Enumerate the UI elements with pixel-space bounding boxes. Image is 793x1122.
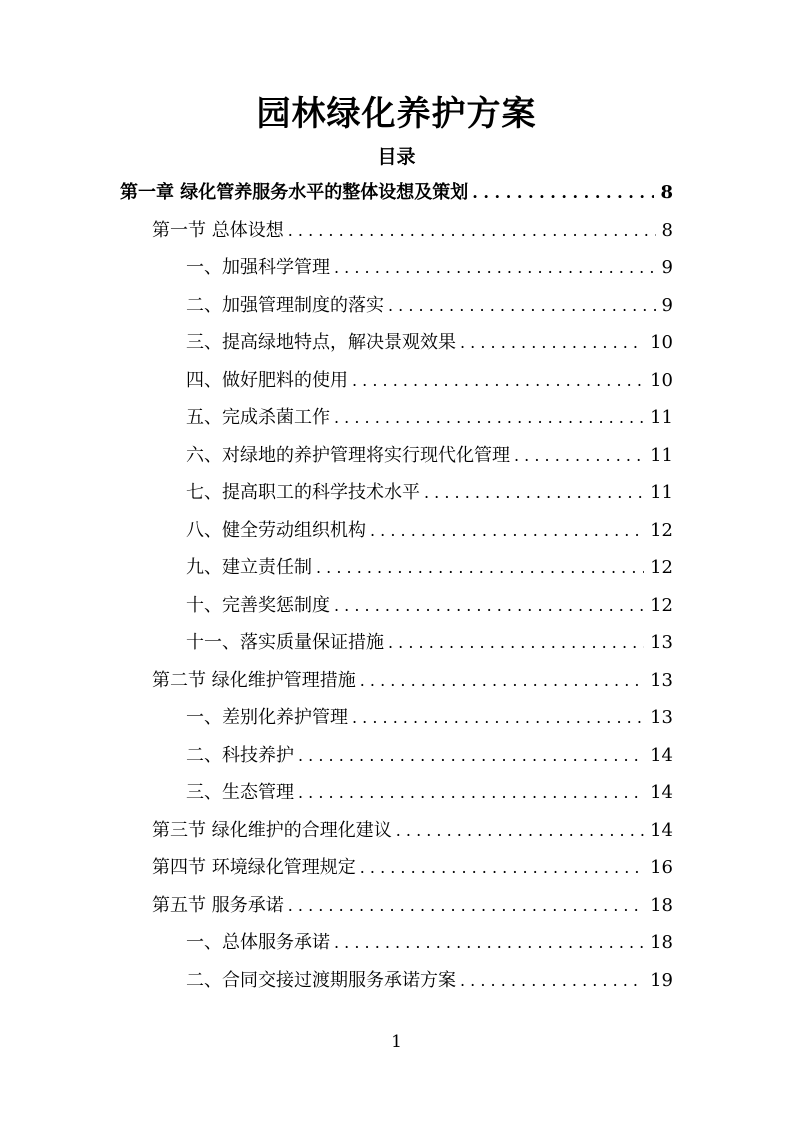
toc-entry-page-number: 14 <box>650 782 673 803</box>
toc-leader-dots <box>460 328 644 358</box>
toc-heading: 目录 <box>377 146 416 168</box>
toc-entry-item[interactable] <box>186 516 673 546</box>
toc-leader-dots <box>334 253 656 283</box>
toc-entry-section[interactable] <box>152 853 673 883</box>
toc-leader-dots <box>298 778 644 808</box>
toc-leader-dots <box>388 291 656 321</box>
toc-leader-dots <box>352 703 644 733</box>
toc-entry-label: 第一章 绿化管养服务水平的整体设想及策划 <box>120 182 469 203</box>
toc-entry-section[interactable] <box>152 216 673 246</box>
toc-entry-page-number: 13 <box>650 669 673 691</box>
toc-leader-dots <box>334 403 644 433</box>
toc-entry-label: 二、科技养护 <box>186 744 294 766</box>
toc-entry-section[interactable] <box>152 816 673 846</box>
toc-entry-page-number: 12 <box>650 557 673 578</box>
toc-leader-dots <box>514 441 644 471</box>
toc-entry-page-number: 11 <box>650 482 673 503</box>
toc-leader-dots <box>460 966 644 996</box>
toc-entry-item[interactable] <box>186 478 673 508</box>
toc-leader-dots <box>316 553 644 583</box>
toc-entry-label: 四、做好肥料的使用 <box>186 369 348 391</box>
toc-entry-item[interactable] <box>186 291 673 321</box>
toc-entry-label: 第三节 绿化维护的合理化建议 <box>152 819 392 841</box>
toc-entry-label: 二、合同交接过渡期服务承诺方案 <box>186 969 456 991</box>
toc-entry-page-number: 8 <box>661 219 673 241</box>
toc-entry-label: 七、提高职工的科学技术水平 <box>186 482 420 503</box>
toc-entry-section[interactable] <box>152 891 673 921</box>
toc-entry-chapter[interactable] <box>120 178 673 208</box>
toc-leader-dots <box>396 816 644 846</box>
toc-entry-page-number: 10 <box>650 369 673 391</box>
toc-leader-dots <box>288 216 656 246</box>
toc-entry-label: 一、差别化养护管理 <box>186 707 348 728</box>
toc-entry-item[interactable] <box>186 441 673 471</box>
toc-entry-page-number: 13 <box>650 632 673 653</box>
toc-entry-label: 十、完善奖惩制度 <box>186 594 330 616</box>
toc-entry-item[interactable] <box>186 253 673 283</box>
toc-entry-label: 二、加强管理制度的落实 <box>186 294 384 316</box>
toc-entry-item[interactable] <box>186 328 673 358</box>
toc-entry-page-number: 18 <box>650 932 673 953</box>
toc-leader-dots <box>424 478 644 508</box>
toc-entry-item[interactable] <box>186 403 673 433</box>
toc-entry-label: 六、对绿地的养护管理将实行现代化管理 <box>186 444 510 466</box>
toc-leader-dots <box>370 516 644 546</box>
toc-entry-page-number: 8 <box>660 182 673 203</box>
toc-entry-page-number: 18 <box>650 894 673 916</box>
toc-entry-item[interactable] <box>186 741 673 771</box>
toc-entry-label: 一、总体服务承诺 <box>186 932 330 953</box>
toc-entry-page-number: 11 <box>650 444 673 466</box>
toc-entry-label: 五、完成杀菌工作 <box>186 407 330 428</box>
toc-leader-dots <box>288 891 644 921</box>
toc-leader-dots <box>298 741 644 771</box>
toc-leader-dots <box>388 628 644 658</box>
toc-entry-item[interactable] <box>186 366 673 396</box>
page-number: 1 <box>391 1032 402 1052</box>
toc-entry-label: 九、建立责任制 <box>186 557 312 578</box>
toc-leader-dots <box>334 591 644 621</box>
toc-entry-label: 第四节 环境绿化管理规定 <box>152 857 356 878</box>
toc-entry-label: 三、提高绿地特点，解决景观效果 <box>186 332 456 353</box>
toc-entry-label: 十一、落实质量保证措施 <box>186 632 384 653</box>
toc-entry-page-number: 9 <box>661 294 673 316</box>
toc-entry-label: 第五节 服务承诺 <box>152 894 284 916</box>
toc-entry-page-number: 16 <box>650 857 673 878</box>
toc-entry-page-number: 12 <box>650 594 673 616</box>
toc-entry-item[interactable] <box>186 966 673 996</box>
toc-entry-page-number: 19 <box>650 969 673 991</box>
toc-leader-dots <box>360 853 644 883</box>
toc-leader-dots <box>472 178 654 208</box>
toc-entry-item[interactable] <box>186 628 673 658</box>
toc-entry-label: 三、生态管理 <box>186 782 294 803</box>
toc-entry-item[interactable] <box>186 703 673 733</box>
toc-entry-page-number: 11 <box>650 407 673 428</box>
toc-entry-label: 一、加强科学管理 <box>186 257 330 278</box>
toc-entry-page-number: 14 <box>650 744 673 766</box>
toc-entry-label: 第二节 绿化维护管理措施 <box>152 669 356 691</box>
document-title: 园林绿化养护方案 <box>256 94 537 134</box>
toc-entry-item[interactable] <box>186 778 673 808</box>
toc-entry-page-number: 13 <box>650 707 673 728</box>
toc-leader-dots <box>360 666 644 696</box>
toc-entry-item[interactable] <box>186 553 673 583</box>
toc-entry-page-number: 14 <box>650 819 673 841</box>
toc-entry-page-number: 12 <box>650 519 673 541</box>
toc-leader-dots <box>334 928 644 958</box>
toc-entry-section[interactable] <box>152 666 673 696</box>
toc-entry-page-number: 10 <box>650 332 673 353</box>
toc-entry-label: 八、健全劳动组织机构 <box>186 519 366 541</box>
toc-entry-page-number: 9 <box>661 257 673 278</box>
toc-entry-label: 第一节 总体设想 <box>152 219 284 241</box>
toc-leader-dots <box>352 366 644 396</box>
toc-entry-item[interactable] <box>186 591 673 621</box>
toc-entry-item[interactable] <box>186 928 673 958</box>
